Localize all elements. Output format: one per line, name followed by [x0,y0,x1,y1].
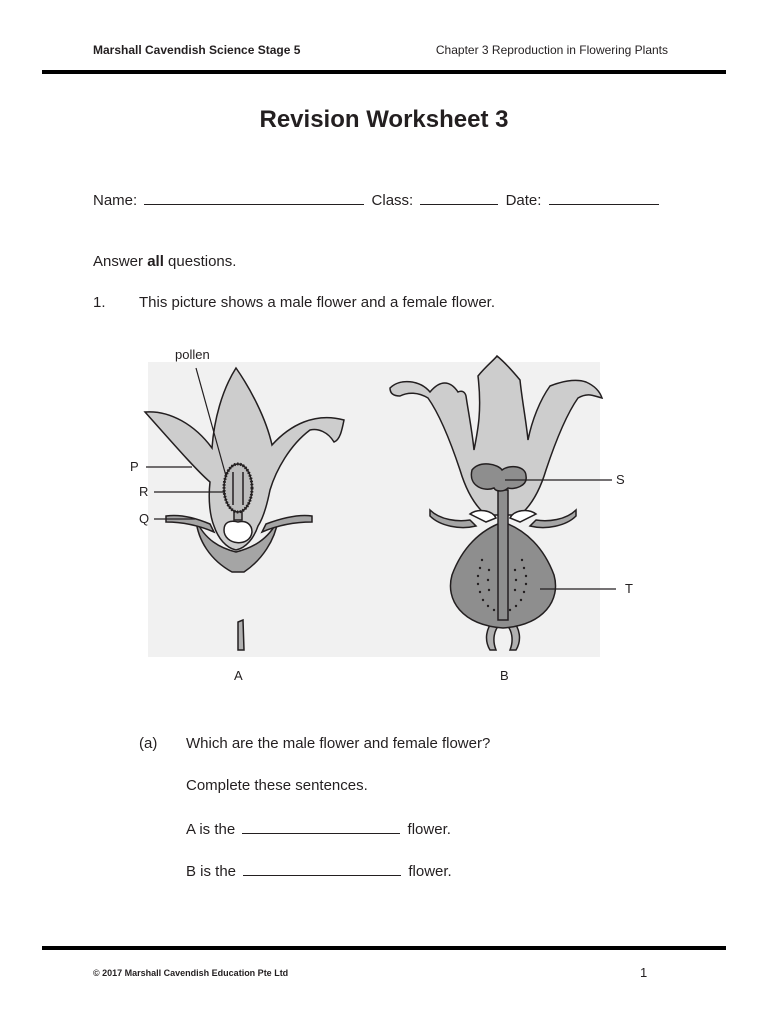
label-p: P [130,459,139,474]
class-label: Class: [371,192,414,209]
male-nectary [224,521,252,542]
footer-rule [42,946,726,950]
label-r: R [139,484,149,499]
male-flower-stalk [238,620,244,650]
sentence-b [186,861,452,880]
label-s: S [616,472,625,487]
subquestion-label: (a) [139,735,158,752]
sentence-b-end: flower. [408,863,452,880]
sentence-a-blank[interactable] [242,819,400,834]
instruction-emphasis: all [147,253,164,270]
header-series-title: Marshall Cavendish Science Stage 5 [93,43,301,57]
sentence-a-start: A is the [186,821,236,838]
name-label: Name: [93,192,138,209]
label-b: B [500,668,509,683]
instruction-text-start: Answer [93,253,148,270]
page-number: 1 [640,965,648,980]
label-q: Q [139,511,150,526]
label-pollen: pollen [175,347,210,362]
subquestion-instruction: Complete these sentences. [186,777,368,794]
page-title: Revision Worksheet 3 [259,106,509,133]
label-t: T [625,581,633,596]
footer-copyright: © 2017 Marshall Cavendish Education Pte Ltd [93,968,289,978]
female-style [498,490,508,620]
instruction-text-end: questions. [163,253,237,270]
question-number: 1. [93,294,106,311]
label-a: A [234,668,243,683]
sentence-b-start: B is the [186,863,237,880]
subquestion-text: Which are the male flower and female flower? [186,735,491,752]
date-label: Date: [505,192,542,209]
header-chapter-title: Chapter 3 Reproduction in Flowering Plants [435,43,668,57]
sentence-a [186,819,451,838]
question-text: This picture shows a male flower and a female flower. [139,294,495,311]
sentence-a-end: flower. [407,821,451,838]
sentence-b-blank[interactable] [243,861,401,876]
female-stigma [471,464,526,491]
